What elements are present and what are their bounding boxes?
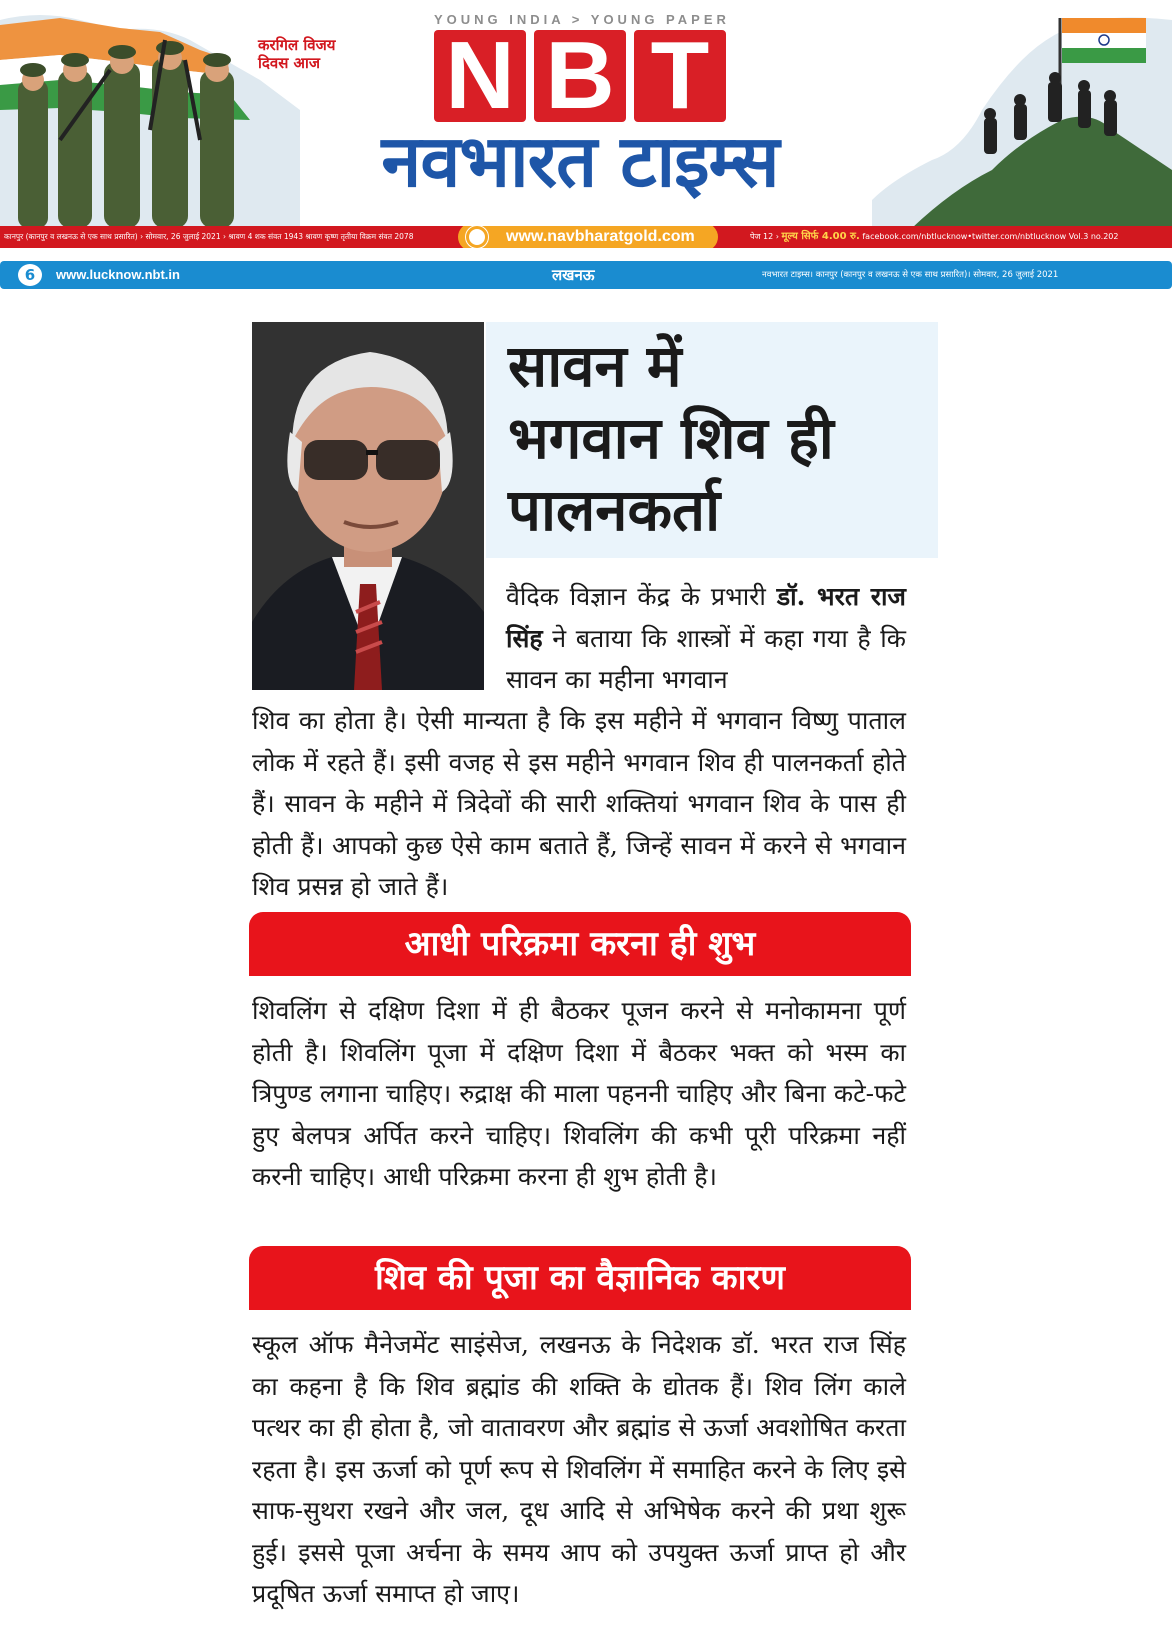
- paper-name: नवभारत टाइम्स: [381, 119, 779, 203]
- kargil-line-2: दिवस आज: [258, 54, 321, 72]
- author-photo: [252, 322, 484, 690]
- headline-line-3: पालनकर्ता: [508, 476, 721, 544]
- subhead-scientific-reason: शिव की पूजा का वैज्ञानिक कारण: [249, 1246, 911, 1310]
- logo-letter-b: B: [534, 30, 626, 122]
- logo-letter-n: N: [434, 30, 526, 122]
- volume-number: Vol.3 no.202: [1068, 232, 1119, 241]
- headline-box: [486, 322, 938, 558]
- flag-hill-illustration: [872, 0, 1172, 228]
- social-links: facebook.com/nbtlucknow•twitter.com/nbtlucknow: [862, 232, 1067, 241]
- website-pill[interactable]: [458, 226, 718, 248]
- subhead-half-parikrama: आधी परिक्रमा करना ही शुभ: [249, 912, 911, 976]
- nbt-logo: [434, 22, 726, 129]
- kargil-line-1: करगिल विजय: [258, 36, 336, 54]
- headline-line-2: भगवान शिव ही: [508, 404, 834, 472]
- expert-name: डॉ. भरत राज सिंह: [506, 582, 906, 653]
- headline-line-1: सावन में: [508, 332, 682, 400]
- intro-side-rest: ने बताया कि शास्त्रों में कहा गया है कि सावन का महीना भगवान: [506, 623, 906, 694]
- page-header-bar: [0, 261, 1172, 289]
- site-url[interactable]: www.lucknow.nbt.in: [56, 267, 180, 282]
- date-price-bar: [0, 226, 1172, 248]
- scientific-reason-paragraph: स्कूल ऑफ मैनेजमेंट साइंसेज, लखनऊ के निदेशक डॉ. भरत राज सिंह का कहना है कि शिव ब्रह्मांड की शक्ति के द्योतक हैं। शिव लिंग काले पत्थर का ही होता है, जो वातावरण और ब्रह्मांड से ऊर्जा अवशोषित करता रहता है। इस ऊर्जा को पूर्ण रूप से शिवलिंग में समाहित करने के लिए इसे साफ-सुथरा रखने और जल, दूध आदि से अभिषेक करने की प्रथा शुरू हुई। इससे पूजा अर्चना के समय आप को उपयुक्त ऊर्जा प्राप्त हो और प्रदूषित ऊर्जा समाप्त हो जाए।: [252, 1330, 906, 1608]
- price: मूल्य सिर्फ 4.00 रु.: [781, 231, 860, 242]
- intro-paragraph: शिव का होता है। ऐसी मान्यता है कि इस महीने में भगवान विष्णु पाताल लोक में रहते हैं। इसी वजह से इस महीने भगवान शिव ही पालनकर्ता होते हैं। सावन के महीने में त्रिदेवों की सारी शक्तियां भगवान शिव के पास ही होती हैं। आपको कुछ ऐसे काम बताते हैं, जिन्हें सावन में करने से भगवान शिव प्रसन्न हो जाते हैं।: [252, 706, 906, 901]
- price-info: [750, 226, 1118, 248]
- kargil-soldiers-illustration: [0, 0, 300, 228]
- page-count: पेज 12 ›: [750, 232, 779, 241]
- edition-line: नवभारत टाइम्स। कानपुर (कानपुर व लखनऊ से एक साथ प्रसारित)। सोमवार, 26 जुलाई 2021: [762, 270, 1059, 280]
- tagline: YOUNG INDIA > YOUNG PAPER: [434, 12, 730, 27]
- parikrama-paragraph: शिवलिंग से दक्षिण दिशा में ही बैठकर पूजन करने से मनोकामना पूर्ण होती है। शिवलिंग पूजा में दक्षिण दिशा में बैठकर भक्त को भस्म का त्रिपुण्ड लगाना चाहिए। रुद्राक्ष की माला पहननी चाहिए और बिना कटे-फटे हुए बेलपत्र अर्पित करने चाहिए। शिवलिंग की कभी पूरी परिक्रमा नहीं करनी चाहिए। आधी परिक्रमा करना ही शुभ होती है।: [252, 996, 906, 1191]
- logo-letter-t: T: [634, 30, 726, 122]
- website-url: www.navbharatgold.com: [506, 228, 695, 245]
- edition-date-info: कानपुर (कानपुर व लखनऊ से एक साथ प्रसारित) › सोमवार, 26 जुलाई 2021 › श्रावण 4 शक संवत 1943 श्रावण कृष्ण तृतीया विक्रम संवत 2078: [4, 232, 414, 241]
- headphones-icon: [466, 226, 488, 248]
- masthead: [0, 0, 1172, 228]
- intro-lead: वैदिक विज्ञान केंद्र के प्रभारी: [506, 582, 777, 611]
- intro-paragraph-side: [506, 576, 906, 701]
- page-number: 6: [18, 264, 42, 286]
- city-section: लखनऊ: [552, 266, 595, 284]
- headline: [508, 330, 938, 546]
- kargil-vijay-label: [258, 36, 335, 72]
